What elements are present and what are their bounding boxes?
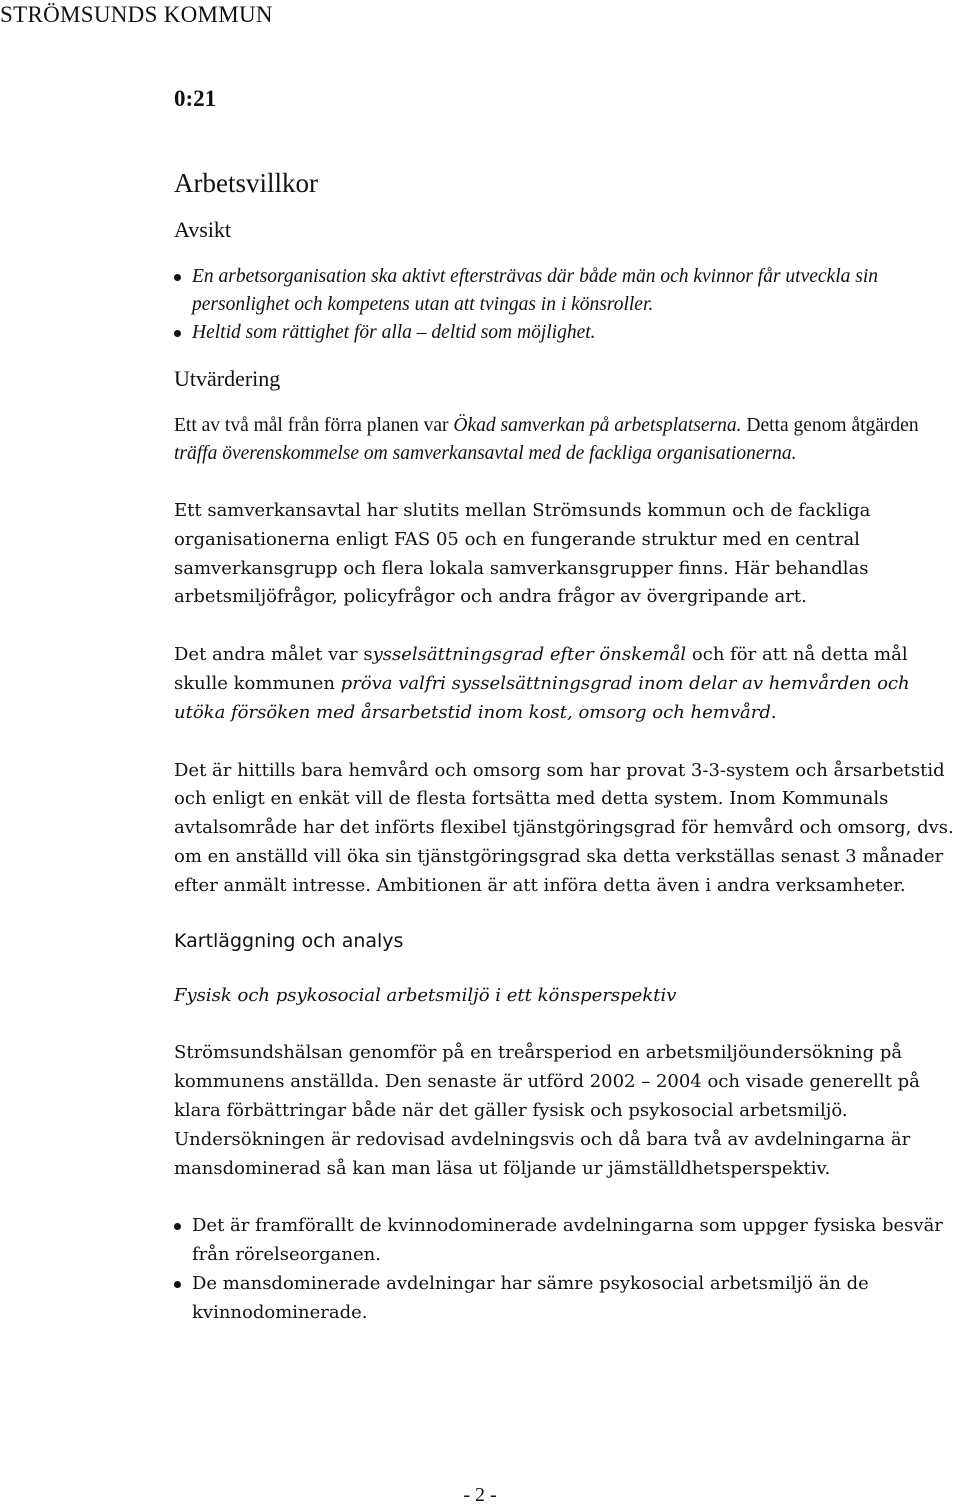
list-item: De mansdominerade avdelningar har sämre psykosocial arbetsmiljö än de kvinnodominerade. bbox=[174, 1270, 960, 1328]
bullet-icon bbox=[174, 274, 181, 281]
page-number: - 2 - bbox=[463, 1484, 497, 1506]
avsikt-list bbox=[174, 263, 960, 347]
utvardering-paragraph-4: Det är hittills bara hemvård och omsorg som har provat 3-3-system och årsarbetstid och enligt en enkät vill de flesta fortsätta med detta system. Inom Kommunals avtalsområde har det införts flexibel tjänstgöringsgrad för hemvård och omsorg, dvs. om en anställd vill öka sin tjänstgöringsgrad ska detta verkställas senast 3 månader efter anmält intresse. Ambitionen är att införa detta även i andra verksamheter. bbox=[174, 759, 954, 896]
kartlaggning-heading: Kartläggning och analys bbox=[174, 929, 404, 952]
bullet-icon bbox=[174, 330, 181, 337]
list-item: Det är framförallt de kvinnodominerade avdelningarna som uppger fysiska besvär från rörelseorganen. bbox=[174, 1212, 960, 1270]
bullet-icon bbox=[174, 1223, 181, 1230]
utvardering-paragraph-1: Ett av två mål från förra planen var Ökad samverkan på arbetsplatserna. Detta genom åtgärden träffa överenskommelse om samverkansavtal med de fackliga organisationerna. bbox=[174, 415, 919, 464]
section-title: Arbetsvillkor bbox=[174, 168, 318, 198]
utvardering-paragraph-3: Det andra målet var sysselsättningsgrad efter önskemål och för att nå detta mål skulle kommunen pröva valfri sysselsättningsgrad inom delar av hemvården och utöka försöken med årsarbetstid inom kost, omsorg och hemvård. bbox=[174, 644, 910, 723]
utvardering-paragraph-2: Ett samverkansavtal har slutits mellan Strömsunds kommun och de fackliga organisationerna enligt FAS 05 och en fungerande struktur med en central samverkansgrupp och flera lokala samverkansgrupper finns. Här behandlas arbetsmiljöfrågor, policyfrågor och andra frågor av övergripande art. bbox=[174, 500, 871, 608]
kartlaggning-list bbox=[174, 1212, 960, 1327]
list-item: En arbetsorganisation ska aktivt eftersträvas där både män och kvinnor får utveckla sin personlighet och kompetens utan att tvingas in i könsroller. bbox=[174, 263, 960, 319]
bullet-icon bbox=[174, 1281, 181, 1288]
document-code: 0:21 bbox=[174, 86, 217, 111]
organization-name: STRÖMSUNDS KOMMUN bbox=[0, 2, 273, 27]
document-body bbox=[174, 168, 960, 1347]
utvardering-heading: Utvärdering bbox=[174, 366, 281, 391]
kartlaggning-paragraph: Strömsundshälsan genomför på en treårsperiod en arbetsmiljöundersökning på kommunens anställda. Den senaste är utförd 2002 – 2004 och visade generellt på klara förbättringar både när det gäller fysisk och psykosocial arbetsmiljö. Undersökningen är redovisad avdelningsvis och då bara två av avdelningarna är mansdominerad så kan man läsa ut följande ur jämställdhetsperspektiv. bbox=[174, 1042, 920, 1179]
list-item: Heltid som rättighet för alla – deltid som möjlighet. bbox=[174, 319, 960, 347]
avsikt-heading: Avsikt bbox=[174, 217, 232, 242]
kartlaggning-subheading: Fysisk och psykosocial arbetsmiljö i ett könsperspektiv bbox=[174, 984, 677, 1006]
